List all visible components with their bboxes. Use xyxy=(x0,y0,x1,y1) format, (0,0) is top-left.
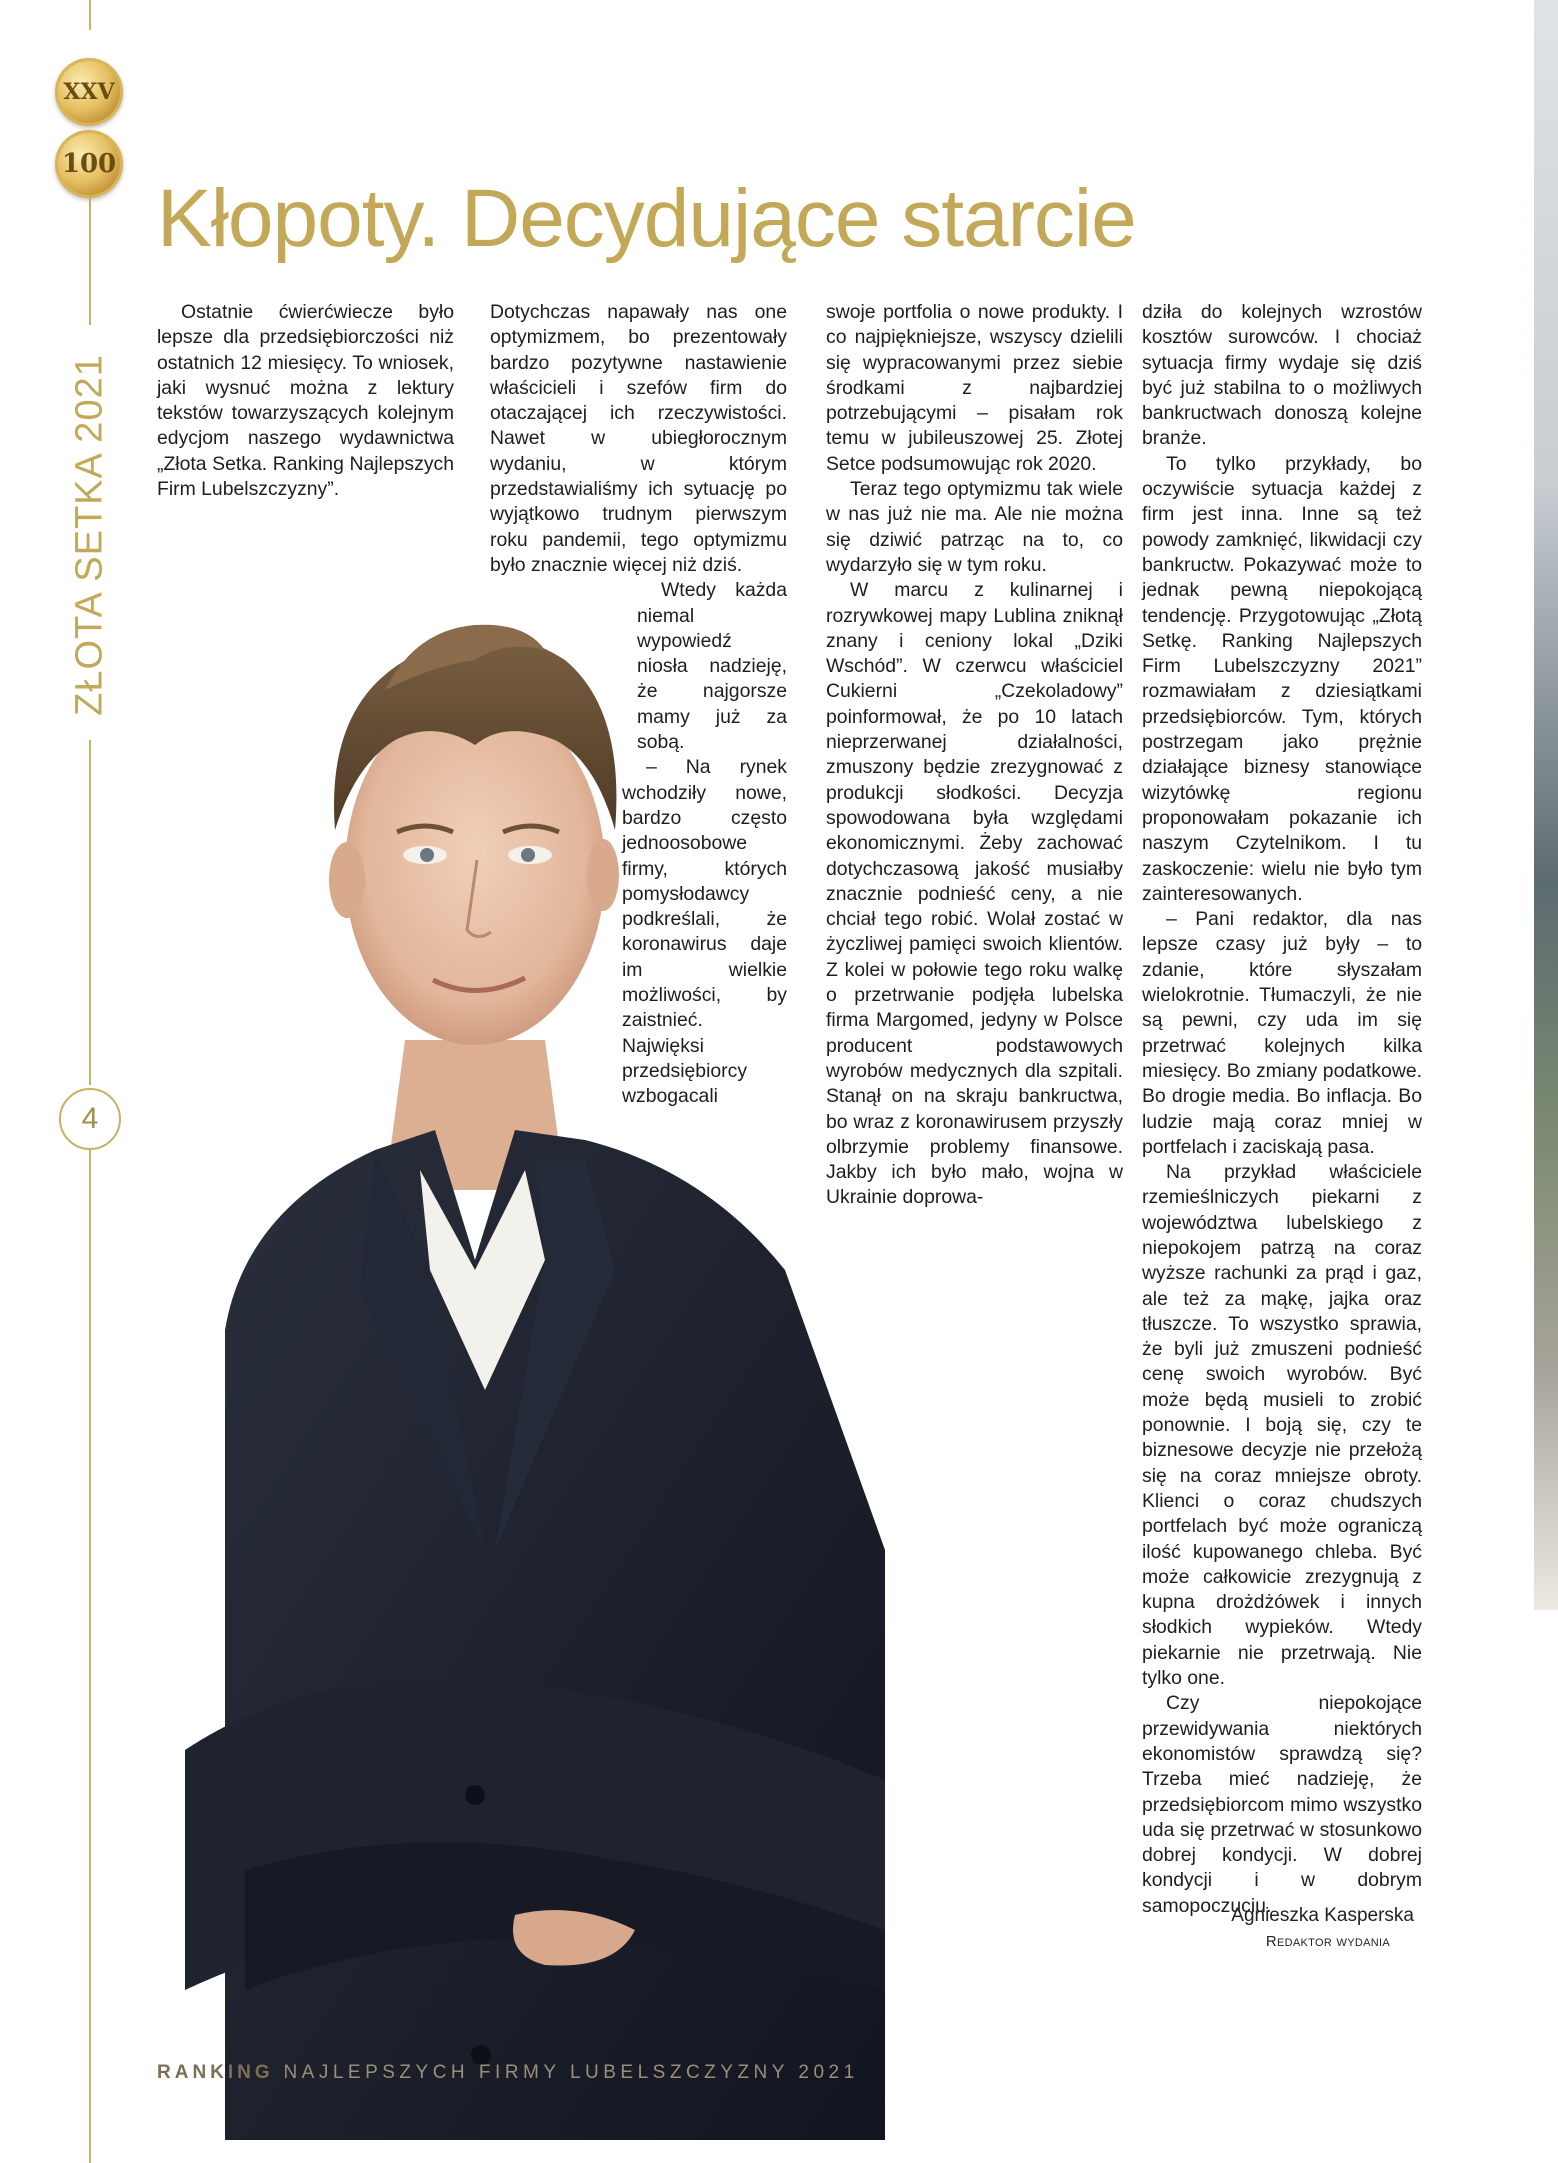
jacket-button xyxy=(465,1785,485,1805)
paragraph: dziła do kolejnych wzrostów kosztów surowców. I chociaż sytuacja firmy wydaje się dziś być już stabilna to o możliwych bankructwach donoszą kolejne branże. xyxy=(1142,301,1422,450)
page-footer xyxy=(157,2062,859,2084)
article-column-4 xyxy=(1142,300,1422,1919)
paragraph: Czy niepokojące przewidywania niektórych ekonomistów sprawdzą się? Trzeba mieć nadzieję, że przedsiębiorcom mimo wszystko uda się przetrwać w stosunkowo dobrej kondycji. W dobrej kondycji i w dobrym samopoczuciu. xyxy=(1142,1692,1422,1917)
badge-xxv-text: XXV xyxy=(63,79,115,105)
paragraph: Dotychczas napawały nas one optymizmem, bo prezentowały bardzo pozytywne nastawienie właścicieli i szefów firm do otaczającej ich rzeczywistości. Nawet w ubiegłorocznym wydaniu, w którym przedstawialiśmy ich sytuację po wyjątkowo trudnym pierwszym roku pandemii, tego optymizmu było znacznie więcej niż dziś. xyxy=(490,301,787,576)
rail-line xyxy=(89,740,91,1085)
jubilee-badge-100 xyxy=(55,130,123,198)
article-column-2 xyxy=(490,300,787,1110)
author-name: Agnieszka Kasperska xyxy=(1231,1905,1414,1926)
paragraph: – Pani redaktor, dla nas lepsze czasy już były – to zdanie, które słyszałam wielokrotnie. Tłumaczyli, że nie są pewni, czy uda im się przetrwać kolejnych kilka miesięcy. Bo zmiany podatkowe. Bo drogie media. Bo inflacja. Bo ludzie mają coraz mniej w portfelach i zaciskają pasa. xyxy=(1142,908,1422,1158)
adjacent-page-photo-edge xyxy=(1534,0,1558,1610)
author-byline xyxy=(1142,1905,1422,1950)
footer-text: NAJLEPSZYCH FIRMY LUBELSZCZYZNY 2021 xyxy=(283,2062,859,2083)
article-column-3 xyxy=(826,300,1123,1211)
rail-line-top xyxy=(89,0,91,30)
paragraph: swoje portfolia o nowe produkty. I co najpiękniejsze, wszyscy dzielili się wypracowanymi przez siebie środkami z najbardziej potrzebującymi – pisałam rok temu w jubileuszowej 25. Złotej Setce podsumowując rok 2020. xyxy=(826,301,1123,475)
author-role: Redaktor wydania xyxy=(1265,1933,1390,1950)
badge-100-text: 100 xyxy=(61,149,117,179)
rail-line xyxy=(89,195,91,325)
section-title-vertical: ZŁOTA SETKA 2021 xyxy=(68,354,111,716)
paragraph: – Na rynek wchodziły nowe, bardzo często jednoosobowe firmy, których pomysłodawcy podkreślali, że koronawirus daje im wielkie możliwości, by zaistnieć. Najwięksi przedsiębiorcy wzbogacali xyxy=(622,756,787,1108)
article-column-1 xyxy=(157,300,454,502)
paragraph: W marcu z kulinarnej i rozrywkowej mapy Lublina zniknął znany i ceniony lokal „Dziki Wschód”. W czerwcu właściciel Cukierni „Czekoladowy” poinformował, że po 10 latach nieprzerwanej działalności, zmuszony będzie zrezygnować z produkcji słodkości. Decyzja spowodowana była względami ekonomicznymi. Żeby zachować dotychczasową jakość musiałby znacznie podnieść ceny, a nie chciał tego robić. Wolał zostać w życzliwej pamięci swoich klientów. Z kolei w połowie tego roku walkę o przetrwanie podjęła lubelska firma Margomed, jedyny w Polsce producent podstawowych wyrobów medycznych dla szpitali. Stanął on na skraju bankructwa, bo wraz z koronawirusem przyszły olbrzymie problemy finansowe. Jakby ich było mało, wojna w Ukrainie doprowa- xyxy=(826,579,1123,1209)
paragraph: To tylko przykłady, bo oczywiście sytuacja każdej z firm jest inna. Inne są też powody zamknięć, likwidacji czy bankructw. Pokazywać może to jednak pewną niepokojącą tendencję. Przygotowując „Złotą Setkę. Ranking Najlepszych Firm Lubelszczyzny 2021” rozmawiałam z dziesiątkami przedsiębiorców. Tym, których postrzegam jako prężnie działające biznesy stanowiące wizytówkę regionu proponowałam pokazanie ich naszym Czytelnikom. I tu zaskoczenie: wielu nie było tym zainteresowanych. xyxy=(1142,452,1422,905)
rail-line-bottom xyxy=(89,1150,91,2163)
paragraph: Ostatnie ćwierćwiecze było lepsze dla przedsiębiorczości niż ostatnich 12 miesięcy. To wniosek, jaki wysnuć można z lektury tekstów towarzyszących kolejnym edycjom naszego wydawnictwa „Złota Setka. Ranking Najlepszych Firm Lubelszczyzny”. xyxy=(157,301,454,501)
footer-bold: RANKING xyxy=(157,2062,274,2083)
paragraph: Teraz tego optymizmu tak wiele w nas już nie ma. Ale nie można się dziwić patrząc na to, co wydarzyło się w tym roku. xyxy=(826,478,1123,576)
article-headline: Kłopoty. Decydujące starcie xyxy=(157,173,1136,264)
jubilee-badge-xxv xyxy=(55,58,123,126)
paragraph: Na przykład właściciele rzemieślniczych piekarni z województwa lubelskiego z niepokojem patrzą na coraz wyższe rachunki za prąd i gaz, ale też za mąkę, jajka oraz tłuszcze. To wszystko sprawia, że byli już zmuszeni podnieść cenę swoich wyrobów. Być może będą musieli to zrobić ponownie. I boją się, czy te biznesowe decyzje nie przełożą się na coraz mniejsze obroty. Klienci o coraz chudszych portfelach być może ograniczą ilość kupowanego chleba. Być może całkowicie zrezygnują z kupna drożdżówek i innych słodkich wypieków. Wtedy piekarnie nie przetrwają. Nie tylko one. xyxy=(1142,1161,1422,1690)
paragraph: Wtedy każda niemal wypowiedź niosła nadzieję, że najgorsze mamy już za sobą. xyxy=(637,579,787,754)
page-number: 4 xyxy=(59,1088,121,1150)
